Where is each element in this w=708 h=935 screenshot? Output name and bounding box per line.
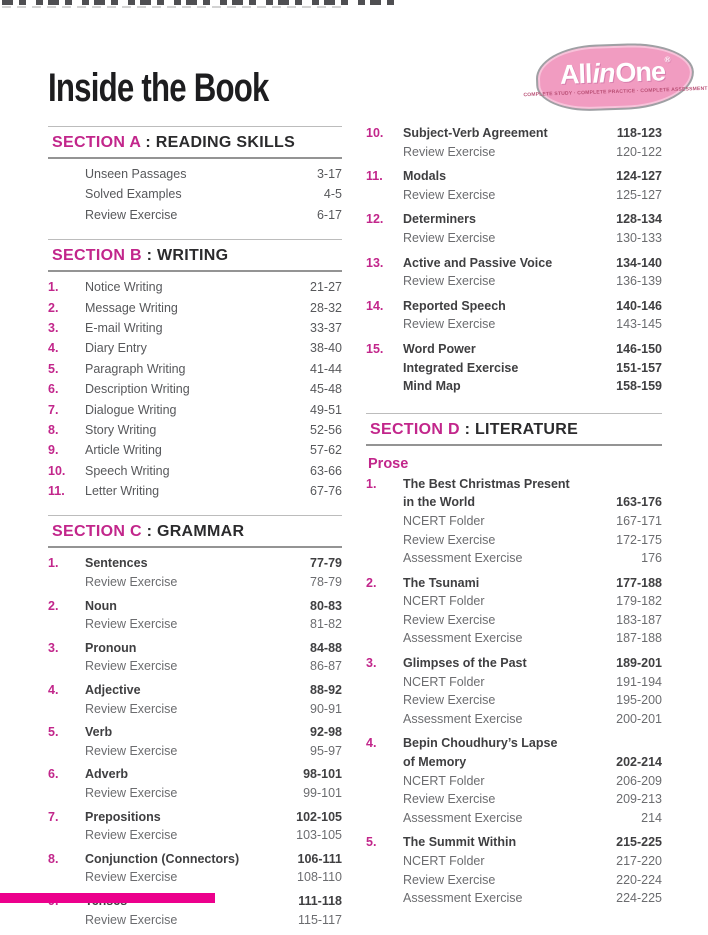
toc-item (48, 556, 342, 575)
item-title: Message Writing (85, 300, 178, 315)
toc-subitem (48, 870, 342, 889)
page-range: 80-83 (310, 598, 342, 613)
item-title: in the World (403, 495, 475, 510)
page-range: 200-201 (616, 711, 662, 726)
item-title: Speech Writing (85, 463, 170, 478)
toc-item (366, 736, 662, 755)
page-range: 28-32 (310, 300, 342, 315)
toc-subitem (366, 675, 662, 694)
toc-subitem (366, 774, 662, 793)
page-range: 118-123 (616, 126, 662, 140)
item-title: Review Exercise (403, 274, 496, 289)
page-range: 38-40 (310, 341, 342, 356)
page-range: 125-127 (616, 187, 662, 202)
toc-subitem (366, 274, 662, 293)
toc-item (366, 495, 662, 514)
toc-group (366, 576, 662, 650)
item-title: NCERT Folder (403, 854, 485, 868)
item-title: Active and Passive Voice (403, 255, 553, 270)
item-title: Conjunction (Connectors) (85, 851, 240, 866)
item-title: NCERT Folder (403, 513, 485, 528)
toc-item (366, 835, 662, 854)
toc-subitem (366, 317, 662, 336)
item-title: NCERT Folder (403, 674, 485, 689)
page-range: 78-79 (310, 575, 342, 590)
item-number: 11. (48, 484, 65, 499)
item-number: 15. (366, 341, 384, 356)
item-title: Review Exercise (403, 532, 496, 547)
toc-group (366, 835, 662, 909)
toc-group (48, 683, 342, 720)
toc-groups (366, 477, 662, 925)
toc-item (48, 767, 342, 786)
item-title: Reported Speech (403, 298, 506, 313)
page-range: 98-101 (303, 767, 342, 782)
item-title: Review Exercise (403, 230, 496, 245)
toc-subitem (366, 792, 662, 811)
page-range: 21-27 (310, 280, 342, 295)
page-range: 176 (641, 551, 662, 566)
page-range: 158-159 (616, 379, 662, 394)
item-title: Dialogue Writing (85, 402, 177, 417)
page-range: 88-92 (310, 683, 342, 698)
page-range: 52-56 (310, 422, 342, 437)
toc-item (48, 341, 342, 361)
toc-item (366, 361, 662, 380)
toc-group (366, 212, 662, 249)
toc-item (48, 464, 342, 484)
toc-item (48, 599, 342, 618)
item-title: Sentences (85, 556, 148, 571)
toc-subitem (48, 786, 342, 805)
item-title: The Tsunami (403, 575, 480, 590)
item-number: 2. (48, 300, 59, 315)
item-number: 4. (366, 736, 377, 751)
page-range: 206-209 (616, 773, 662, 788)
toc-subitem (366, 188, 662, 207)
page-range: 195-200 (616, 693, 662, 708)
page-range: 214 (641, 810, 662, 825)
page-range: 177-188 (616, 575, 662, 590)
page-range: 136-139 (616, 274, 662, 289)
page-range: 103-105 (296, 828, 342, 843)
item-title: Diary Entry (85, 341, 147, 356)
toc-item (48, 208, 342, 228)
item-number: 5. (48, 725, 59, 740)
toc-item (366, 477, 662, 496)
toc-subitem (48, 659, 342, 678)
toc-item (366, 256, 662, 275)
toc-item (48, 301, 342, 321)
item-title: Review Exercise (85, 617, 178, 632)
item-title: Review Exercise (85, 870, 178, 885)
page-range: 120-122 (616, 144, 662, 159)
toc-subitem (366, 873, 662, 892)
item-number: 9. (48, 443, 59, 458)
page-range: 77-79 (310, 556, 342, 571)
section-title: : WRITING (141, 247, 229, 265)
toc-subitem (366, 594, 662, 613)
toc-subitem (48, 575, 342, 594)
item-number: 2. (366, 575, 377, 590)
toc-item (48, 641, 342, 660)
item-title: Glimpses of the Past (403, 656, 527, 671)
item-title: Review Exercise (85, 659, 178, 674)
section-title: : LITERATURE (459, 420, 579, 438)
item-number: 1. (48, 556, 59, 571)
toc-item (366, 169, 662, 188)
item-title: of Memory (403, 755, 467, 770)
toc-group (366, 477, 662, 570)
toc-subitem (48, 913, 342, 932)
page-range: 187-188 (616, 631, 662, 646)
item-title: NCERT Folder (403, 773, 485, 788)
toc-group (366, 736, 662, 829)
toc-group (366, 299, 662, 336)
section-label: SECTION B (52, 247, 142, 265)
page-range: 140-146 (616, 298, 662, 313)
item-title: NCERT Folder (403, 594, 485, 609)
toc-item (366, 379, 662, 398)
item-number: 4. (48, 341, 59, 356)
item-title: Review Exercise (403, 317, 496, 332)
section-header-section-b (48, 239, 342, 272)
toc-subitem (366, 854, 662, 873)
page-range: 86-87 (310, 659, 342, 674)
toc-item (48, 725, 342, 744)
toc-subitem (366, 811, 662, 830)
item-title: Review Exercise (85, 743, 178, 758)
toc-item (48, 362, 342, 382)
page-range: 111-118 (298, 893, 342, 908)
item-title: Letter Writing (85, 484, 160, 499)
page-range: 106-111 (297, 851, 342, 866)
logo-tagline: COMPLETE STUDY · COMPLETE PRACTICE · COMPLETE ASSESSMENT (523, 85, 708, 98)
toc-item (48, 683, 342, 702)
item-title: Subject-Verb Agreement (403, 126, 548, 140)
page-title: Inside the Book (48, 66, 269, 110)
toc-subitem (48, 744, 342, 763)
item-number: 1. (48, 280, 59, 295)
page-range: 151-157 (616, 360, 662, 375)
toc-item (366, 656, 662, 675)
page-range: 95-97 (310, 743, 342, 758)
page-range: 191-194 (616, 674, 662, 689)
page-range: 3-17 (316, 167, 342, 181)
item-number: 8. (48, 851, 59, 866)
toc-item (366, 299, 662, 318)
toc-group (48, 599, 342, 636)
item-number: 6. (48, 382, 59, 397)
toc-item (366, 576, 662, 595)
item-title: Unseen Passages (85, 167, 187, 181)
bottom-accent-bar (0, 893, 215, 903)
section-header-section-a (48, 126, 342, 159)
toc-item (48, 382, 342, 402)
toc-item (366, 342, 662, 361)
section-label: SECTION C (52, 523, 142, 541)
toc-subitem (366, 712, 662, 731)
item-title: Integrated Exercise (403, 360, 519, 375)
toc-group (48, 641, 342, 678)
item-title: Modals (403, 169, 447, 184)
toc-group (48, 852, 342, 889)
item-title: Review Exercise (403, 612, 496, 627)
page-range: 220-224 (616, 872, 662, 887)
section-label: SECTION D (370, 420, 460, 438)
subheading-prose: Prose (368, 455, 409, 472)
item-title: Noun (85, 598, 117, 613)
item-title: Prepositions (85, 809, 161, 824)
page-range: 6-17 (316, 207, 342, 222)
page-range: 57-62 (310, 443, 342, 458)
item-title: Review Exercise (85, 912, 178, 927)
item-number: 5. (366, 835, 377, 850)
toc-subitem (366, 551, 662, 570)
page-range: 179-182 (616, 594, 662, 609)
item-number: 2. (48, 598, 59, 613)
section-label: SECTION A (52, 134, 141, 151)
toc-list (48, 159, 342, 239)
toc-item (48, 852, 342, 871)
item-number: 7. (48, 809, 59, 824)
page-range: 215-225 (616, 835, 662, 850)
item-number: 6. (48, 767, 59, 782)
item-title: Description Writing (85, 382, 190, 397)
toc-subitem (366, 145, 662, 164)
item-number: 7. (48, 402, 59, 417)
page-range: 102-105 (296, 809, 342, 824)
item-title: Review Exercise (85, 786, 178, 800)
page-range: 81-82 (310, 617, 342, 632)
registered-mark: ® (664, 54, 670, 64)
section-header-section-d (366, 413, 662, 446)
page-range: 108-110 (297, 870, 342, 885)
item-number: 10. (366, 126, 384, 140)
toc-group (366, 169, 662, 206)
item-title: Word Power (403, 341, 476, 356)
item-number: 14. (366, 298, 384, 313)
toc-item (366, 126, 662, 145)
toc-subitem (48, 617, 342, 636)
page-range: 183-187 (616, 612, 662, 627)
page-range: 49-51 (310, 402, 342, 417)
toc-item (48, 810, 342, 829)
item-title: Story Writing (85, 422, 157, 437)
page-range: 124-127 (616, 169, 662, 184)
page-range: 163-176 (616, 495, 662, 510)
toc-item (48, 280, 342, 300)
toc-group (48, 767, 342, 804)
section-header-section-c (48, 515, 342, 548)
item-title: Verb (85, 725, 113, 740)
item-title: Adverb (85, 767, 129, 782)
toc-subitem (366, 631, 662, 650)
section-title: : GRAMMAR (141, 523, 245, 541)
logo-blob-shape (523, 41, 708, 112)
logo-word-one: One (614, 55, 666, 88)
item-title: Review Exercise (85, 207, 178, 222)
item-title: Review Exercise (403, 693, 496, 708)
toc-list (48, 272, 342, 515)
toc-item (48, 167, 342, 187)
item-title: Review Exercise (85, 828, 178, 843)
toc-item (48, 321, 342, 341)
page-range: 115-117 (297, 912, 342, 927)
toc-group (48, 725, 342, 762)
toc-subitem (366, 514, 662, 533)
item-title: Pronoun (85, 640, 137, 655)
toc-subitem (366, 613, 662, 632)
toc-subitem (366, 693, 662, 712)
toc-subitem (366, 891, 662, 910)
page-range: 143-145 (616, 317, 662, 332)
toc-item (48, 403, 342, 423)
item-title: Mind Map (403, 379, 461, 394)
contents-column-right (366, 126, 662, 925)
toc-group (366, 656, 662, 730)
toc-item (48, 443, 342, 463)
item-number: 5. (48, 361, 59, 376)
item-title: Review Exercise (85, 701, 178, 716)
page-range: 224-225 (616, 891, 662, 906)
page-range: 172-175 (616, 532, 662, 547)
toc-group (48, 810, 342, 847)
page-range: 217-220 (616, 854, 662, 868)
item-number: 4. (48, 683, 59, 698)
page-range: 45-48 (310, 382, 342, 397)
page-range: 209-213 (616, 792, 662, 807)
text-fragment-row (2, 6, 347, 8)
toc-group (366, 126, 662, 163)
item-title: Review Exercise (403, 187, 496, 202)
item-title: Review Exercise (403, 792, 496, 807)
page-range: 84-88 (310, 640, 342, 655)
page-range: 128-134 (616, 212, 662, 227)
item-number: 3. (48, 640, 59, 655)
item-number: 1. (366, 476, 377, 491)
item-title: Solved Examples (85, 187, 182, 202)
page-range: 41-44 (310, 361, 342, 376)
item-title: Bepin Choudhury’s Lapse (403, 736, 558, 751)
item-title: Notice Writing (85, 280, 163, 295)
item-title: Assessment Exercise (403, 551, 523, 566)
page-range: 33-37 (310, 320, 342, 335)
page-range: 130-133 (616, 230, 662, 245)
item-title: The Best Christmas Present (403, 476, 570, 491)
text-fragment-row (2, 0, 394, 5)
toc-groups (366, 126, 662, 413)
page-range: 134-140 (616, 255, 662, 270)
toc-item (48, 484, 342, 504)
toc-subitem (48, 828, 342, 847)
item-title: Determiners (403, 212, 476, 227)
toc-group (366, 256, 662, 293)
item-number: 13. (366, 255, 384, 270)
toc-item (366, 212, 662, 231)
toc-groups (48, 548, 342, 935)
item-title: Article Writing (85, 443, 162, 458)
page-range: 99-101 (303, 786, 342, 800)
cropped-top-text-remnant (2, 0, 394, 8)
item-title: Assessment Exercise (403, 891, 523, 906)
logo-wordmark (559, 54, 670, 90)
item-title: Assessment Exercise (403, 631, 523, 646)
item-title: Review Exercise (85, 575, 178, 590)
item-title: Assessment Exercise (403, 711, 523, 726)
page-range: 167-171 (616, 513, 662, 528)
toc-item (366, 755, 662, 774)
logo-word-all: All (559, 58, 592, 90)
toc-subitem (48, 702, 342, 721)
page-range: 4-5 (323, 187, 342, 202)
toc-group (366, 342, 662, 398)
toc-subitem (366, 231, 662, 250)
page-range: 202-214 (616, 755, 662, 770)
page-range: 67-76 (310, 484, 342, 499)
toc-subitem (366, 533, 662, 552)
toc-item (48, 423, 342, 443)
item-title: Assessment Exercise (403, 810, 523, 825)
item-number: 8. (48, 422, 59, 437)
item-title: The Summit Within (403, 835, 517, 850)
section-title: : READING SKILLS (140, 134, 296, 151)
page-range: 90-91 (310, 701, 342, 716)
toc-group (48, 556, 342, 593)
page-range: 92-98 (310, 725, 342, 740)
page-range: 146-150 (616, 341, 662, 356)
item-title: Paragraph Writing (85, 361, 186, 376)
item-title: Adjective (85, 683, 141, 698)
contents-column-left (48, 126, 342, 935)
allinone-logo (523, 44, 708, 110)
item-title: Review Exercise (403, 144, 496, 159)
item-title: Review Exercise (403, 872, 496, 887)
item-number: 11. (366, 169, 383, 184)
page-range: 189-201 (616, 656, 662, 671)
toc-item (48, 187, 342, 207)
item-number: 3. (48, 320, 59, 335)
page-range: 63-66 (310, 463, 342, 478)
item-number: 3. (366, 656, 377, 671)
item-title: E-mail Writing (85, 320, 163, 335)
logo-word-in: in (591, 57, 615, 89)
item-number: 10. (48, 463, 66, 478)
item-number: 12. (366, 212, 384, 227)
